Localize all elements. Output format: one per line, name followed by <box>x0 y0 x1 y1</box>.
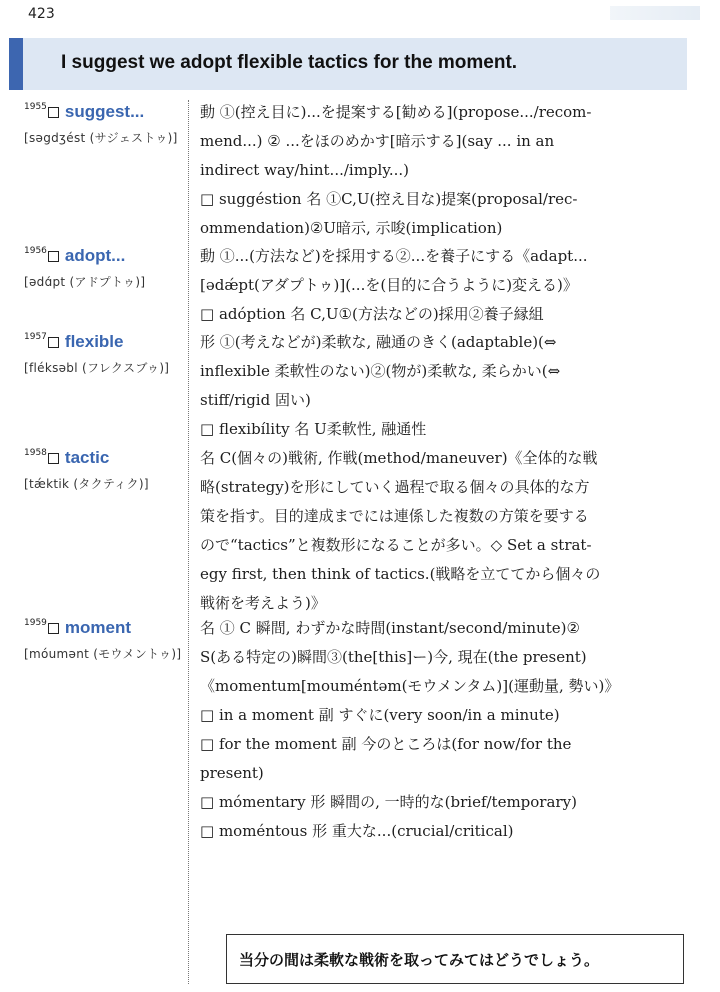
definition-line: stiff/rigid 固い) <box>200 391 311 409</box>
entry-moment-head <box>24 618 181 662</box>
checkbox-icon[interactable] <box>48 251 59 262</box>
headword: moment <box>64 618 132 637</box>
entry-suggest-head <box>24 102 178 146</box>
definition-line: □ mómentary 形 瞬間の, 一時的な(brief/temporary) <box>200 793 577 811</box>
pronunciation: [səgdʒést (サジェストゥ)] <box>24 131 178 145</box>
entry-adopt-head <box>24 246 145 290</box>
definition-line: □ flexibílity 名 U柔軟性, 融通性 <box>200 420 427 438</box>
headword: adopt... <box>64 246 126 265</box>
definition-line: mend...) ② ...をほのめかす[暗示する](say ... in an <box>200 132 555 150</box>
pronunciation: [móumənt (モウメントゥ)] <box>24 647 182 661</box>
definition-line: ので“tactics”と複数形になることが多い。◇ Set a strat- <box>200 536 592 554</box>
entry-moment-definition <box>200 614 662 846</box>
sentence-banner <box>9 38 687 90</box>
column-divider <box>188 100 189 984</box>
definition-line: S(ある特定の)瞬間③(the[this]ー)今, 現在(the present) <box>200 648 587 666</box>
entry-suggest-definition <box>200 98 662 243</box>
definition-line: present) <box>200 764 264 782</box>
headword: flexible <box>64 332 124 351</box>
header-ornament <box>610 6 700 20</box>
definition-line: 形 ①(考えなどが)柔軟な, 融通のきく(adaptable)(⇔ <box>200 333 557 351</box>
entry-tactic-definition <box>200 444 662 618</box>
definition-line: □ in a moment 副 すぐに(very soon/in a minute) <box>200 706 560 724</box>
definition-line: 名 C(個々の)戦術, 作戦(method/maneuver)《全体的な戦 <box>200 449 598 467</box>
headword: suggest... <box>64 102 145 121</box>
entry-number: 1959 <box>24 618 47 628</box>
definition-line: 《momentum[mouméntəm(モウメンタム)](運動量, 勢い)》 <box>200 677 620 695</box>
page-number: 423 <box>28 6 55 22</box>
entry-adopt-definition <box>200 242 662 329</box>
entry-number: 1958 <box>24 448 47 458</box>
checkbox-icon[interactable] <box>48 453 59 464</box>
definition-line: 動 ①...(方法など)を採用する②...を養子にする《adapt... <box>200 247 588 265</box>
headword: tactic <box>64 448 110 467</box>
definition-line: ommendation)②U暗示, 示唆(implication) <box>200 219 503 237</box>
pronunciation: [ədɑ́pt (アドプトゥ)] <box>24 275 146 289</box>
definition-line: indirect way/hint.../imply...) <box>200 161 409 179</box>
definition-line: □ adóption 名 C,U①(方法などの)採用②養子縁組 <box>200 305 544 323</box>
pronunciation: [fléksəbl (フレクスブゥ)] <box>24 361 170 375</box>
definition-line: 名 ① C 瞬間, わずかな時間(instant/second/minute)② <box>200 619 580 637</box>
banner-sentence: I suggest we adopt flexible tactics for the moment. <box>61 52 518 73</box>
entry-number: 1957 <box>24 332 47 342</box>
entry-number: 1955 <box>24 102 47 112</box>
translation-text: 当分の間は柔軟な戦術を取ってみてはどうでしょう。 <box>239 951 600 969</box>
checkbox-icon[interactable] <box>48 623 59 634</box>
definition-line: □ for the moment 副 今のところは(for now/for the <box>200 735 572 753</box>
definition-line: 策を指す。目的達成までには連係した複数の方策を要する <box>200 507 589 525</box>
definition-line: egy first, then think of tactics.(戦略を立ててから個々の <box>200 565 601 583</box>
definition-line: [ədǽpt(アダプトゥ)](...を(目的に合うように)変える)》 <box>200 276 578 294</box>
definition-line: □ moméntous 形 重大な...(crucial/critical) <box>200 822 514 840</box>
definition-line: □ suggéstion 名 ①C,U(控え目な)提案(proposal/rec- <box>200 190 578 208</box>
definition-line: inflexible 柔軟性のない)②(物が)柔軟な, 柔らかい(⇔ <box>200 362 561 380</box>
definition-line: 戦術を考えよう)》 <box>200 594 326 612</box>
definition-line: 略(strategy)を形にしていく過程で取る個々の具体的な方 <box>200 478 590 496</box>
checkbox-icon[interactable] <box>48 107 59 118</box>
translation-box <box>226 934 684 984</box>
entry-tactic-head <box>24 448 149 492</box>
checkbox-icon[interactable] <box>48 337 59 348</box>
entry-number: 1956 <box>24 246 47 256</box>
entry-flexible-head <box>24 332 169 376</box>
pronunciation: [tǽktik (タクティク)] <box>24 477 149 491</box>
definition-line: 動 ①(控え目に)...を提案する[勧める](propose.../recom- <box>200 103 592 121</box>
entry-flexible-definition <box>200 328 662 444</box>
